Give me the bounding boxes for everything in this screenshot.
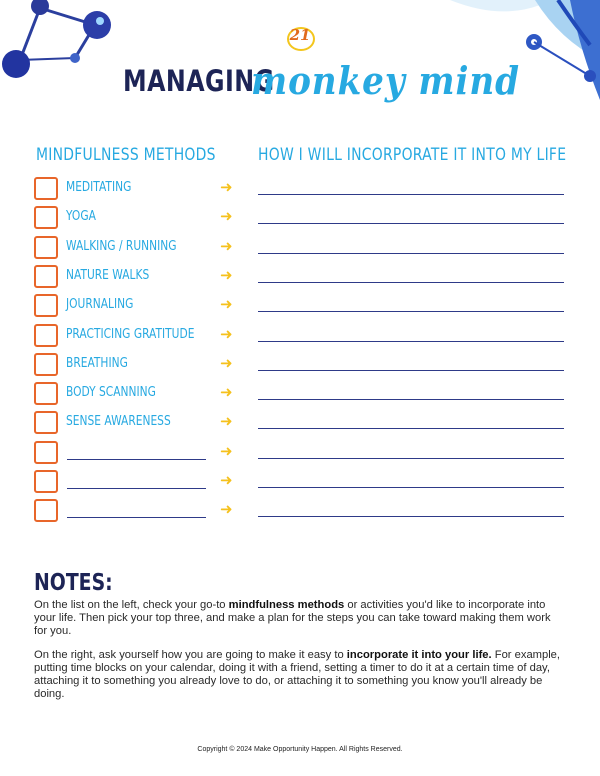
notes-paragraph-2: On the right, ask yourself how you are going to make it easy to incorporate it into your life. For example, putting time blocks on your calendar, doing it with a friend, setting a timer to do it at a certain time of day, attaching it to something you already love to do, or attaching it to something you know you'll already be doing. (34, 649, 561, 700)
incorporate-write-in-line[interactable] (258, 194, 564, 195)
method-checkbox[interactable] (34, 177, 58, 200)
arrow-right-icon: ➜ (220, 207, 233, 225)
incorporate-write-in-line[interactable] (258, 458, 564, 459)
method-checkbox[interactable] (34, 441, 58, 464)
arrow-right-icon: ➜ (220, 237, 233, 255)
method-checkbox[interactable] (34, 353, 58, 376)
notes-heading: NOTES: (34, 570, 113, 596)
method-row (0, 265, 600, 294)
method-checkbox[interactable] (34, 265, 58, 288)
method-write-in-line[interactable] (67, 517, 206, 518)
method-label: WALKING / RUNNING (66, 239, 177, 254)
arrow-right-icon: ➜ (220, 325, 233, 343)
method-row (0, 324, 600, 353)
method-checkbox[interactable] (34, 294, 58, 317)
method-checkbox[interactable] (34, 470, 58, 493)
page-title-main: MANAGING (123, 64, 275, 98)
notes-paragraph-1: On the list on the left, check your go-to mindfulness methods or activities you'd like to incorporate into your life. Then pick your top three, and make a plan for the steps you can take toward making them work for you. (34, 599, 551, 637)
method-label: JOURNALING (66, 297, 134, 312)
method-label: MEDITATING (66, 180, 132, 195)
method-label: SENSE AWARENESS (66, 414, 171, 429)
method-row (0, 411, 600, 440)
method-checkbox[interactable] (34, 324, 58, 347)
incorporate-write-in-line[interactable] (258, 253, 564, 254)
incorporate-write-in-line[interactable] (258, 399, 564, 400)
incorporate-write-in-line[interactable] (258, 223, 564, 224)
incorporate-write-in-line[interactable] (258, 341, 564, 342)
incorporate-write-in-line[interactable] (258, 311, 564, 312)
right-column-heading: HOW I WILL INCORPORATE IT INTO MY LIFE (258, 145, 567, 165)
method-label: BODY SCANNING (66, 385, 156, 400)
arrow-right-icon: ➜ (220, 295, 233, 313)
incorporate-write-in-line[interactable] (258, 370, 564, 371)
method-row (0, 177, 600, 206)
page-title-script: monkey mind (251, 58, 520, 103)
method-row (0, 294, 600, 323)
method-checkbox[interactable] (34, 382, 58, 405)
method-label: YOGA (66, 209, 96, 224)
incorporate-write-in-line[interactable] (258, 516, 564, 517)
molecule-decoration (0, 0, 120, 100)
copyright-footer: Copyright © 2024 Make Opportunity Happen. All Rights Reserved. (197, 746, 403, 753)
method-checkbox[interactable] (34, 499, 58, 522)
arrow-right-icon: ➜ (220, 178, 233, 196)
arrow-right-icon: ➜ (220, 266, 233, 284)
method-row (0, 236, 600, 265)
method-row (0, 470, 600, 499)
page-badge-number: 21 (289, 26, 311, 44)
method-row (0, 499, 600, 528)
method-label: NATURE WALKS (66, 268, 150, 283)
method-row (0, 382, 600, 411)
method-label: PRACTICING GRATITUDE (66, 327, 195, 342)
incorporate-write-in-line[interactable] (258, 487, 564, 488)
incorporate-write-in-line[interactable] (258, 428, 564, 429)
method-row (0, 353, 600, 382)
method-checkbox[interactable] (34, 206, 58, 229)
arrow-right-icon: ➜ (220, 412, 233, 430)
method-label: BREATHING (66, 356, 128, 371)
arrow-right-icon: ➜ (220, 471, 233, 489)
method-write-in-line[interactable] (67, 459, 206, 460)
method-row (0, 206, 600, 235)
arrow-right-icon: ➜ (220, 442, 233, 460)
incorporate-write-in-line[interactable] (258, 282, 564, 283)
method-write-in-line[interactable] (67, 488, 206, 489)
method-row (0, 441, 600, 470)
arrow-right-icon: ➜ (220, 354, 233, 372)
arrow-right-icon: ➜ (220, 383, 233, 401)
arrow-right-icon: ➜ (220, 500, 233, 518)
method-checkbox[interactable] (34, 411, 58, 434)
left-column-heading: MINDFULNESS METHODS (36, 145, 216, 165)
method-checkbox[interactable] (34, 236, 58, 259)
